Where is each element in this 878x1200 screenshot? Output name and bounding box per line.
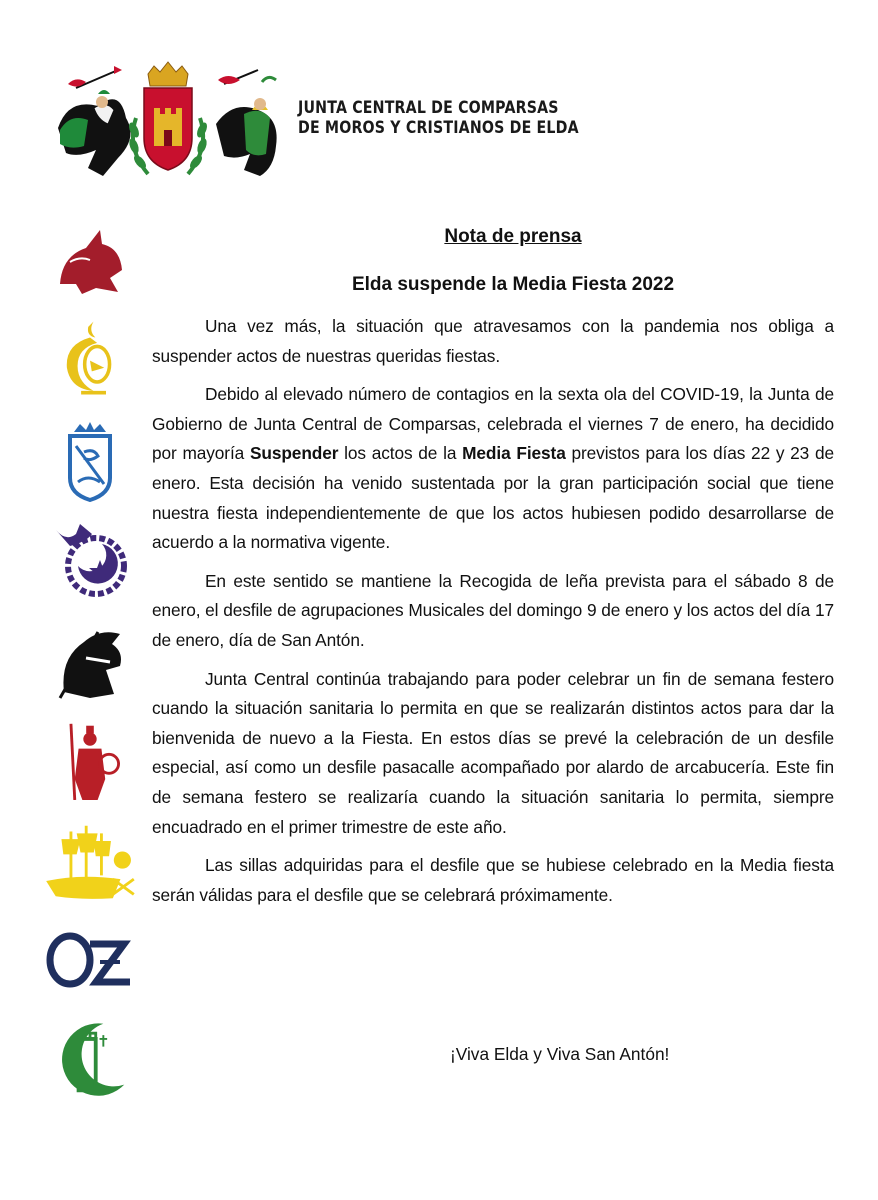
blue-shield-crown-emblem-icon xyxy=(40,422,140,502)
crest-logo-group xyxy=(48,58,288,183)
paragraph-1: Una vez más, la situación que atravesamos con la pandemia nos obliga a suspender actos de nuestras queridas fiestas. xyxy=(152,316,834,366)
paragraph-2-text-a: Debido al elevado número de contagios en la sexta ola del COVID-19, la Junta de Gobierno de Junta Central de Comparsas, celebrada el viernes 7 de enero, ha decidido por mayoría xyxy=(152,384,834,464)
suspender-emphasis: Suspender xyxy=(249,443,339,464)
paragraph-2-text-c: los actos de la xyxy=(338,443,463,464)
paragraph-3: En este sentido se mantiene la Recogida de leña prevista para el sábado 8 de enero, el desfile de agrupaciones Musicales del domingo 9 de enero y los actos del día 17 de enero, día de San Antón. xyxy=(152,570,834,650)
yellow-crescent-flame-emblem-icon xyxy=(40,318,140,398)
paragraph-4: Junta Central continúa trabajando para poder celebrar un fin de semana festero cuando la situación sanitaria lo permita en que se realizarán distintos actos para dar la bienvenida de nuevo a la Fiesta. En estos días se prevé la celebración de un desfile especial, así como un desfile pasacalle acompañado por alardo de arcabucería. Este fin de semana festero se realizaría cuando la situación sanitaria lo permita, siempre encuadrado en el primer trimestre de este año. xyxy=(152,668,834,837)
green-crescent-tower-emblem-icon xyxy=(40,1018,140,1098)
red-soldier-figure-emblem-icon xyxy=(40,720,140,800)
document-kicker: Nota de prensa xyxy=(444,226,582,247)
org-name-line-2: DE MOROS Y CRISTIANOS DE ELDA xyxy=(298,118,579,137)
comparsas-emblem-column xyxy=(40,222,140,1102)
organization-name xyxy=(298,98,579,138)
black-warrior-head-emblem-icon xyxy=(40,622,140,702)
red-helmet-emblem-icon xyxy=(40,222,140,302)
elda-coat-of-arms-icon xyxy=(127,62,209,174)
document-headline: Elda suspende la Media Fiesta 2022 xyxy=(351,274,675,295)
org-name-line-1: JUNTA CENTRAL DE COMPARSAS xyxy=(298,98,559,117)
paragraph-2 xyxy=(152,380,834,558)
closing-line: ¡Viva Elda y Viva San Antón! xyxy=(450,1044,670,1064)
christian-rider-icon xyxy=(216,70,277,176)
moor-rider-icon xyxy=(58,66,131,176)
media-fiesta-emphasis: Media Fiesta xyxy=(462,443,566,464)
letterhead xyxy=(40,58,579,188)
press-release-body xyxy=(152,224,834,919)
navy-monogram-emblem-icon xyxy=(40,922,140,1002)
paragraph-5: Las sillas adquiridas para el desfile que se hubiese celebrado en la Media fiesta serán válidas para el desfile que se celebrará próximamente. xyxy=(152,855,834,905)
yellow-ship-skull-emblem-icon xyxy=(40,822,140,902)
purple-crescent-star-emblem-icon xyxy=(40,520,140,600)
paragraph-2-text-e: previstos para los días 22 y 23 de enero. Esta decisión ha venido sustentada por la gran participación social que tiene nuestra fiesta independientemente de que los actos hubiesen podido desarrollarse de acuerdo a la normativa vigente. xyxy=(152,443,834,553)
